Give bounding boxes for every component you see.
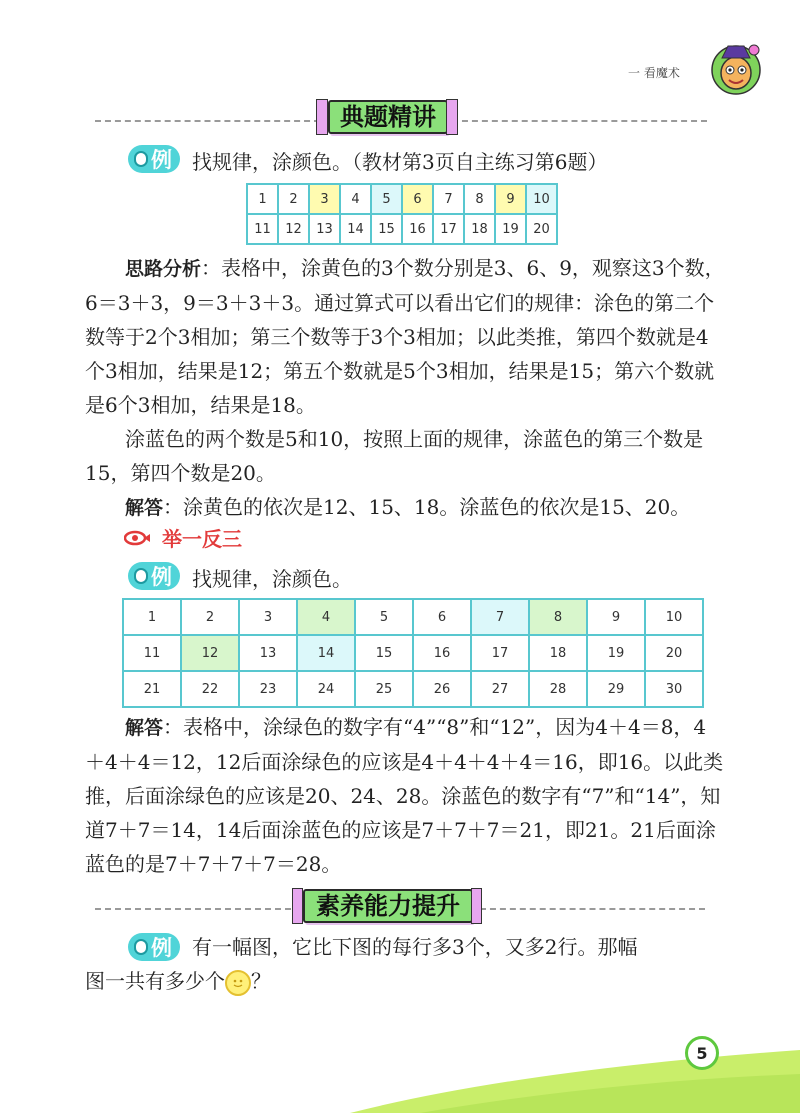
table-cell: 1: [247, 184, 278, 214]
table-cell: 10: [526, 184, 557, 214]
table-cell: 24: [297, 671, 355, 707]
table-row: [247, 214, 557, 244]
table-cell: 21: [123, 671, 181, 707]
table-cell: 14: [340, 214, 371, 244]
table-cell: 19: [495, 214, 526, 244]
banner-flag-right: [446, 99, 458, 135]
table-cell: 10: [645, 599, 703, 635]
table-cell: 5: [355, 599, 413, 635]
banner-flag-left: [316, 99, 328, 135]
smiley-face-icon: [225, 970, 251, 996]
table-cell: 18: [464, 214, 495, 244]
table-row: [123, 635, 703, 671]
example-badge: 例: [128, 145, 180, 173]
table-cell: 18: [529, 635, 587, 671]
answer-block: [85, 710, 725, 881]
table-cell: 15: [355, 635, 413, 671]
table-cell: 9: [495, 184, 526, 214]
example-question: 找规律，涂颜色。（教材第3页自主练习第6题）: [192, 150, 608, 174]
table-cell: 12: [181, 635, 239, 671]
table-cell: 29: [587, 671, 645, 707]
table-cell: 7: [471, 599, 529, 635]
table-cell: 8: [464, 184, 495, 214]
table-cell: 2: [278, 184, 309, 214]
banner-flag-right: [471, 888, 482, 924]
banner-flag-left: [292, 888, 303, 924]
table-cell: 9: [587, 599, 645, 635]
table-cell: 8: [529, 599, 587, 635]
section-divider-left: [95, 908, 291, 910]
table-cell: 17: [471, 635, 529, 671]
table-cell: 28: [529, 671, 587, 707]
table-cell: 4: [297, 599, 355, 635]
table-cell: 12: [278, 214, 309, 244]
analysis-block: [85, 251, 725, 525]
answer-label: 解答: [125, 497, 164, 519]
table-row: [123, 671, 703, 707]
table-cell: 17: [433, 214, 464, 244]
page-number: 5: [685, 1036, 719, 1070]
table-cell: 4: [340, 184, 371, 214]
table-cell: 13: [239, 635, 297, 671]
number-table-1: [246, 183, 558, 245]
table-cell: 19: [587, 635, 645, 671]
example-question: 找规律，涂颜色。: [192, 567, 352, 591]
example-question: 有一幅图，它比下图的每行多3个，又多2行。那幅 图一共有多少个 ？: [85, 930, 735, 998]
section-divider-right: [452, 120, 707, 122]
table-cell: 16: [402, 214, 433, 244]
table-row: [247, 184, 557, 214]
table-row: [123, 599, 703, 635]
table-cell: 11: [247, 214, 278, 244]
table-cell: 15: [371, 214, 402, 244]
eye-icon: [124, 530, 150, 546]
example-badge: 例: [128, 933, 180, 961]
section-divider-left: [95, 120, 320, 122]
section-divider-right: [480, 908, 705, 910]
table-cell: 16: [413, 635, 471, 671]
analysis-label: 思路分析: [125, 258, 202, 280]
number-table-2: [122, 598, 704, 708]
answer-text: ：涂黄色的依次是12、15、18。涂蓝色的依次是15、20。: [163, 495, 691, 519]
answer-text: ：表格中，涂绿色的数字有“4”“8”和“12”，因为4＋4＝8，4＋4＋4＝12，12后面涂绿色的应该是4＋4＋4＋4＝16，即16。以此类推，后面涂绿色的应该是20、24、28。涂蓝色的数字有“7”和“14”，知道7＋7＝14，14后面涂蓝色的应该是7＋7＋7＝21，即21。21后面涂蓝色的是7＋7＋7＋7＝28。: [85, 715, 724, 876]
table-cell: 6: [402, 184, 433, 214]
magician-mascot-icon: [708, 40, 764, 96]
table-cell: 20: [645, 635, 703, 671]
table-cell: 6: [413, 599, 471, 635]
table-cell: 20: [526, 214, 557, 244]
header-chapter-label: 一 看魔术: [628, 66, 680, 80]
table-cell: 25: [355, 671, 413, 707]
table-cell: 7: [433, 184, 464, 214]
table-cell: 2: [181, 599, 239, 635]
section-title-banner: 素养能力提升: [303, 889, 473, 923]
table-cell: 22: [181, 671, 239, 707]
table-cell: 26: [413, 671, 471, 707]
practice-heading: 举一反三: [124, 523, 242, 552]
footer-wave-decoration: [0, 1030, 800, 1113]
answer-label: 解答: [125, 717, 164, 739]
table-cell: 14: [297, 635, 355, 671]
analysis-text: ：表格中，涂黄色的3个数分别是3、6、9，观察这3个数，6＝3＋3，9＝3＋3＋3。通过算式可以看出它们的规律：涂色的第二个数等于2个3相加；第三个数等于3个3相加；以此类推，第四个数就是4个3相加，结果是12；第五个数就是5个3相加，结果是15；第六个数就是6个3相加，结果是18。: [85, 256, 725, 417]
example-badge: 例: [128, 562, 180, 590]
table-cell: 3: [309, 184, 340, 214]
table-cell: 27: [471, 671, 529, 707]
table-cell: 3: [239, 599, 297, 635]
table-cell: 11: [123, 635, 181, 671]
table-cell: 30: [645, 671, 703, 707]
table-cell: 1: [123, 599, 181, 635]
table-cell: 13: [309, 214, 340, 244]
section-title-banner: 典题精讲: [328, 100, 448, 134]
analysis-paragraph-2: 涂蓝色的两个数是5和10，按照上面的规律，涂蓝色的第三个数是15，第四个数是20。: [85, 427, 704, 485]
table-cell: 5: [371, 184, 402, 214]
table-cell: 23: [239, 671, 297, 707]
